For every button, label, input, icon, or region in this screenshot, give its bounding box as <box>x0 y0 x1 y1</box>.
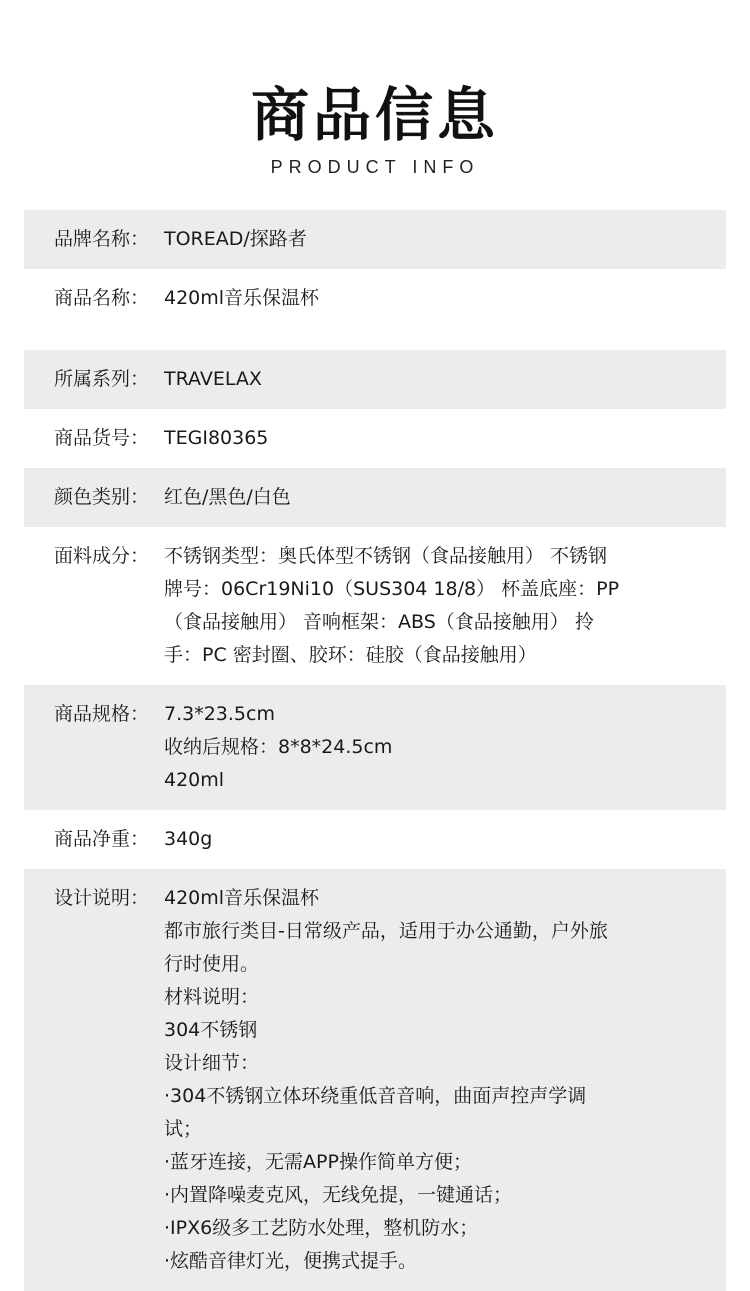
row-value <box>164 540 696 672</box>
row-value <box>164 882 696 1278</box>
row-specs <box>24 685 726 810</box>
row-label: 颜色类别： <box>54 486 150 508</box>
row-materials <box>24 527 726 685</box>
row-label: 所属系列： <box>54 368 150 390</box>
value-line: 304不锈钢 <box>164 1019 258 1041</box>
row-value <box>164 422 696 455</box>
value-line: 牌号：06Cr19Ni10（SUS304 18/8） 杯盖底座：PP <box>164 578 620 600</box>
row-value <box>164 698 696 797</box>
row-design-notes <box>24 869 726 1291</box>
row-brand <box>24 210 726 269</box>
value-line: 收纳后规格：8*8*24.5cm <box>164 736 393 758</box>
row-value <box>164 481 696 514</box>
row-value <box>164 223 696 256</box>
value-line: ·炫酷音律灯光，便携式提手。 <box>164 1250 418 1272</box>
value-line: 红色/黑色/白色 <box>164 486 291 508</box>
row-net-weight <box>24 810 726 869</box>
value-line: 试； <box>164 1118 203 1140</box>
row-label: 品牌名称： <box>54 228 150 250</box>
row-label: 商品净重： <box>54 828 150 850</box>
page-subtitle: PRODUCT INFO <box>270 157 480 177</box>
value-line: ·IPX6级多工艺防水处理，整机防水； <box>164 1217 479 1239</box>
value-line: 420ml <box>164 769 225 791</box>
row-colors <box>24 468 726 527</box>
value-line: TOREAD/探路者 <box>164 228 307 250</box>
value-line: ·蓝牙连接，无需APP操作简单方便； <box>164 1151 472 1173</box>
page-title: 商品信息 <box>250 81 499 149</box>
row-label: 商品名称： <box>54 287 150 309</box>
value-line: 材料说明： <box>164 986 260 1008</box>
row-series <box>24 350 726 409</box>
value-line: 340g <box>164 828 213 850</box>
value-line: ·304不锈钢立体环绕重低音音响，曲面声控声学调 <box>164 1085 587 1107</box>
value-line: 不锈钢类型：奥氏体型不锈钢（食品接触用） 不锈钢 <box>164 545 608 567</box>
value-line: （食品接触用） 音响框架：ABS（食品接触用） 拎 <box>164 611 594 633</box>
row-label: 商品货号： <box>54 427 150 449</box>
row-label: 设计说明： <box>54 887 150 909</box>
header <box>0 0 750 210</box>
value-line: 420ml音乐保温杯 <box>164 287 320 309</box>
value-line: 420ml音乐保温杯 <box>164 887 320 909</box>
value-line: 都市旅行类目-日常级产品，适用于办公通勤，户外旅 <box>164 920 608 942</box>
value-line: TRAVELAX <box>164 368 262 390</box>
value-line: 手：PC 密封圈、胶环：硅胶（食品接触用） <box>164 644 537 666</box>
value-line: 7.3*23.5cm <box>164 703 275 725</box>
row-product-name <box>24 269 726 350</box>
value-line: ·内置降噪麦克风，无线免提，一键通话； <box>164 1184 513 1206</box>
row-value <box>164 823 696 856</box>
value-line: 设计细节： <box>164 1052 260 1074</box>
value-line: TEGI80365 <box>164 427 269 449</box>
value-line <box>164 315 696 337</box>
row-value <box>164 363 696 396</box>
row-item-number <box>24 409 726 468</box>
row-label: 面料成分： <box>54 545 150 567</box>
row-value <box>164 282 696 337</box>
row-label: 商品规格： <box>54 703 150 725</box>
product-info-table <box>24 210 726 1291</box>
value-line: 行时使用。 <box>164 953 260 975</box>
